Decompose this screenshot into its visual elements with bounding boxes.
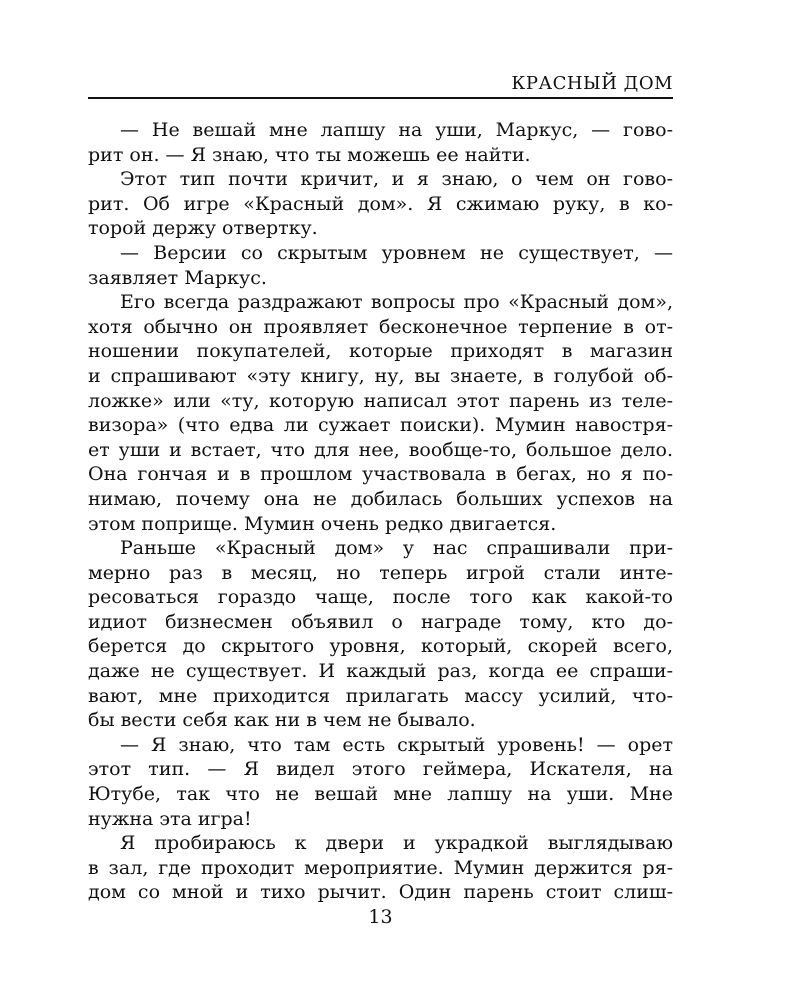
text-line: — Версии со скрытым уровнем не существует, — [120,241,673,264]
text-line: ресоваться гораздо чаще, после того как какой-то [88,586,673,609]
text-line: Раньше «Красный дом» у нас спрашивали при- [120,537,673,560]
text-line: даже не существует. И каждый раз, когда ее спраши- [88,660,673,683]
text-line: ет уши и встает, что для нее, вообще-то, большое дело. [88,438,673,461]
text-line: нимаю, почему она не добилась больших успехов на [88,487,673,510]
text-line: Я пробираюсь к двери и украдкой выглядываю [120,832,673,855]
text-line: этом поприще. Мумин очень редко двигается. [88,512,557,535]
text-line: рит он. — Я знаю, что ты можешь ее найти. [88,143,531,166]
running-head: КРАСНЫЙ ДОМ [511,73,673,94]
text-line: торой держу отвертку. [88,217,318,240]
body-text [88,118,673,905]
text-line: ношении покупателей, которые приходят в магазин [88,340,673,363]
text-line: берется до скрытого уровня, который, скорей всего, [88,635,673,658]
text-line: ложке» или «ту, которую написал этот парень из теле- [88,389,673,412]
text-line: вают, мне приходится прилагать массу усилий, что- [88,684,673,707]
text-line: визора» (что едва ли сужает поиски). Мумин навостря- [88,414,673,437]
text-line: рит. Об игре «Красный дом». Я сжимаю руку, в ко- [88,192,673,215]
header-rule [88,97,673,99]
text-line: хотя обычно он проявляет бесконечное терпение в от- [88,315,673,338]
text-line: Его всегда раздражают вопросы про «Красный дом», [120,291,673,314]
text-line: Она гончая и в прошлом участвовала в бегах, но я по- [88,463,673,486]
text-line: в зал, где проходит мероприятие. Мумин держится ря- [88,856,673,879]
text-line: — Я знаю, что там есть скрытый уровень! — орет [120,733,673,756]
page-number: 13 [368,906,393,928]
text-line: Ютубе, так что не вешай мне лапшу на уши. Мне [88,783,673,806]
text-line: и спрашивают «эту книгу, ну, вы знаете, в голубой об- [88,364,673,387]
text-line: дом со мной и тихо рычит. Один парень стоит слиш- [88,881,673,904]
text-line: — Не вешай мне лапшу на уши, Маркус, — гово- [120,119,673,141]
text-line: мерно раз в месяц, но теперь игрой стали инте- [88,561,673,584]
text-line: бы вести себя как ни в чем не бывало. [88,709,476,732]
text-line: заявляет Маркус. [88,266,267,289]
text-line: идиот бизнесмен объявил о награде тому, кто до- [88,610,673,633]
text-line: Этот тип почти кричит, и я знаю, о чем он гово- [120,168,673,191]
text-line: этот тип. — Я видел этого геймера, Искателя, на [88,758,673,781]
text-line: нужна эта игра! [88,807,252,830]
